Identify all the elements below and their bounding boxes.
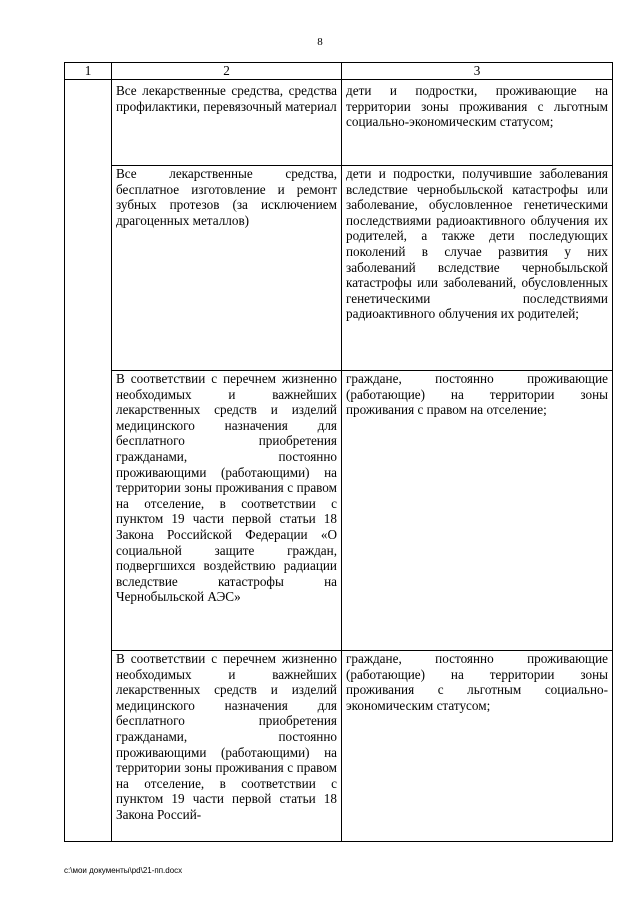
file-path-footer: c:\мои документы\pd\21-пп.docx	[64, 866, 183, 875]
table-row	[65, 371, 613, 651]
table-header-row	[65, 63, 613, 80]
table-row	[65, 80, 613, 166]
benefits-table	[64, 62, 613, 842]
medicine-cell	[112, 651, 342, 842]
table-row	[65, 651, 613, 842]
column-header-1: 1	[65, 63, 112, 80]
recipient-text: граждане, постоянно проживающие (работающие) на территории зоны проживания с льготным социально-экономическим статусом;	[346, 651, 608, 713]
medicine-text: Все лекарственные средства, средства профилактики, перевязочный материал	[116, 83, 337, 114]
column-1-cell	[65, 80, 112, 842]
column-header-2: 2	[112, 63, 342, 80]
medicine-cell	[112, 371, 342, 651]
recipient-text: дети и подростки, проживающие на территории зоны проживания с льготным социально-экономическим статусом;	[346, 83, 608, 130]
recipient-cell	[342, 651, 613, 842]
recipient-cell	[342, 166, 613, 371]
medicine-text: В соответствии с перечнем жизненно необходимых и важнейших лекарственных средств и изделий медицинского назначения для бесплатного приобретения гражданами, постоянно проживающими (работающими) на территории зоны проживания с правом на отселение, в соответствии с пунктом 19 части первой статьи 18 Закона Российской Федерации «О социальной защите граждан, подвергшихся воздействию радиации вследствие катастрофы на Чернобыльской АЭС»	[116, 371, 337, 605]
column-header-3: 3	[342, 63, 613, 80]
recipient-text: граждане, постоянно проживающие (работающие) на территории зоны проживания с правом на отселение;	[346, 371, 608, 418]
page-number: 8	[317, 36, 323, 48]
table-row	[65, 166, 613, 371]
medicine-cell	[112, 166, 342, 371]
recipient-text: дети и подростки, получившие заболевания вследствие чернобыльской катастрофы или заболевание, обусловленное генетическими последствиями радиоактивного облучения их родителей, а также дети последующих поколений в случае развития у них заболеваний вследствие чернобыльской катастрофы или заболеваний, обусловленных генетическими последствиями радиоактивного облучения их родителей;	[346, 166, 608, 322]
medicine-cell	[112, 80, 342, 166]
recipient-cell	[342, 80, 613, 166]
recipient-cell	[342, 371, 613, 651]
medicine-text: В соответствии с перечнем жизненно необходимых и важнейших лекарственных средств и изделий медицинского назначения для бесплатного приобретения гражданами, постоянно проживающими (работающими) на территории зоны проживания с правом на отселение, в соответствии с пунктом 19 части первой статьи 18 Закона Россий-	[116, 651, 337, 822]
medicine-text: Все лекарственные средства, бесплатное изготовление и ремонт зубных протезов (за исключением драгоценных металлов)	[116, 166, 337, 228]
